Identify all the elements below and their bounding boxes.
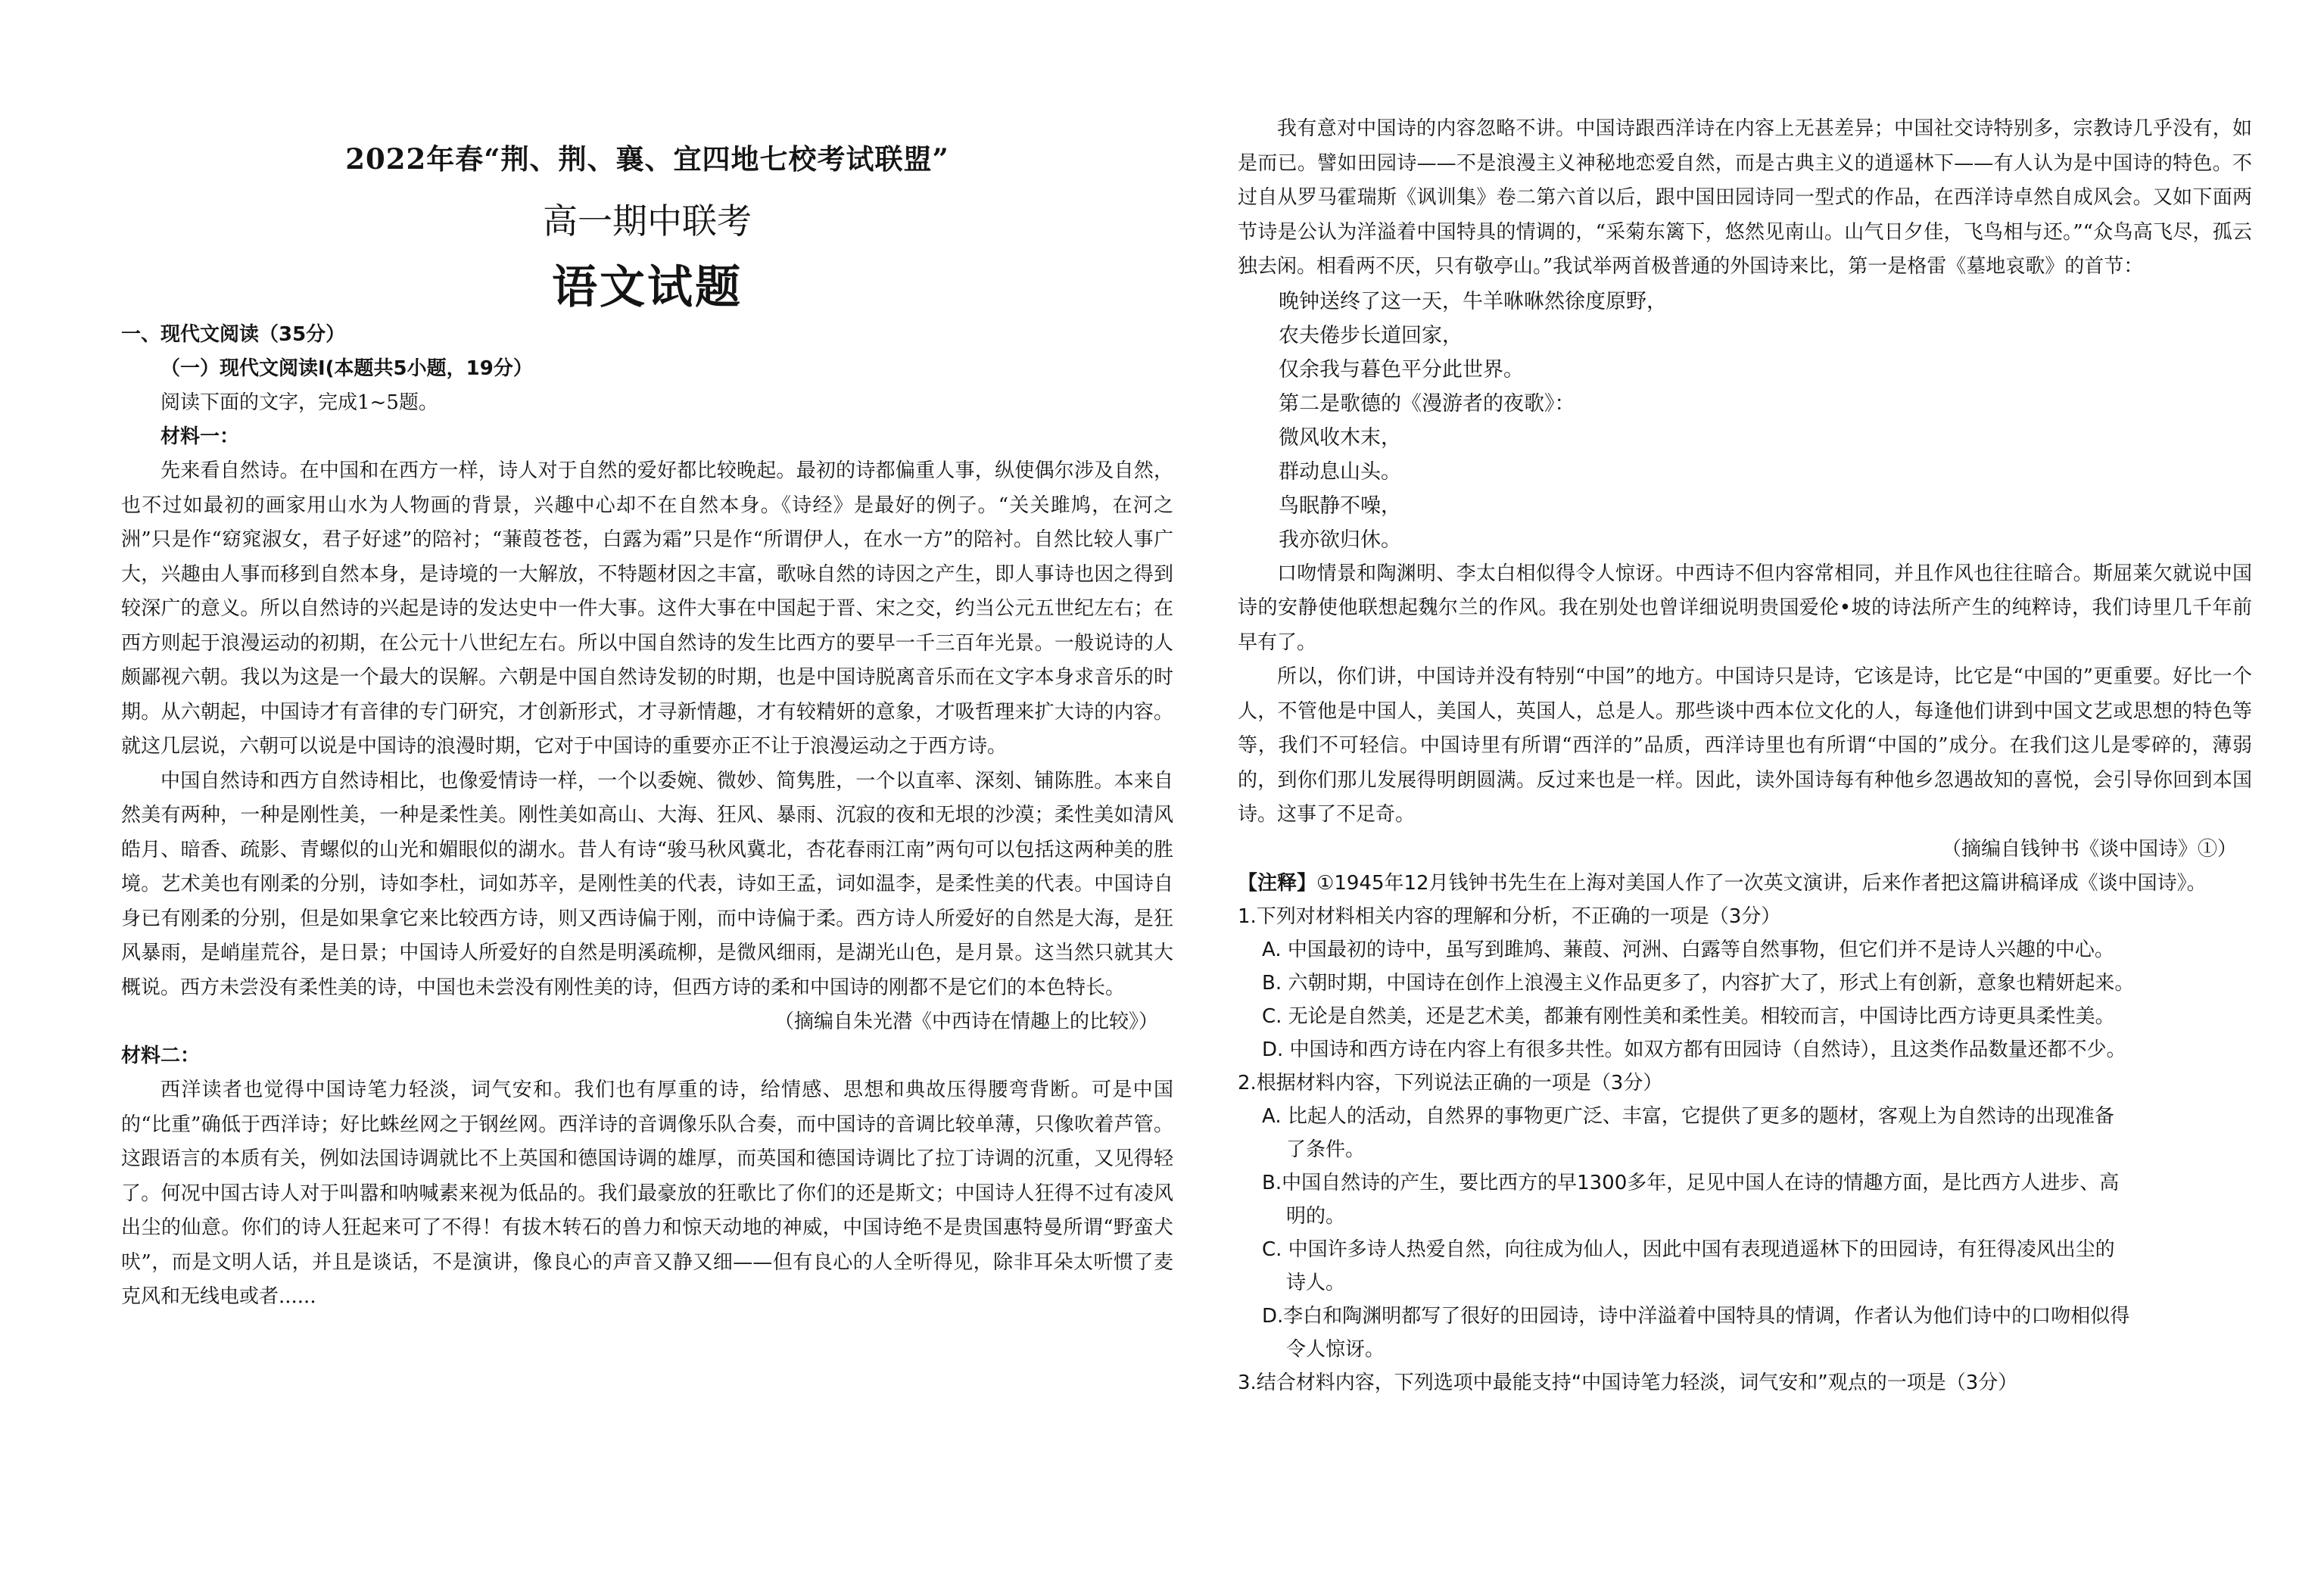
poem-line: 晚钟送终了这一天，牛羊咻咻然徐度原野， <box>1279 289 1667 313</box>
material-2-paragraph: 口吻情景和陶渊明、李太白相似得令人惊讶。中西诗不但内容常相同，并且作风也往往暗合。斯屈莱欠就说中国诗的安静使他联想起魏尔兰的作风。我在别处也曾详细说明贵国爱伦•坡的诗法所产生的纯粹诗，我们诗里几千年前早有了。 <box>1238 562 2252 654</box>
exam-title: 2022年春“荆、荆、襄、宜四地七校考试联盟” <box>345 142 949 176</box>
option-continued: 明的。 <box>1286 1204 1346 1228</box>
material-2-paragraph: 我有意对中国诗的内容忽略不讲。中国诗跟西洋诗在内容上无甚差异；中国社交诗特别多，宗教诗几乎没有，如是而已。譬如田园诗——不是浪漫主义神秘地恋爱自然，而是古典主义的逍遥林下——有人认为是中国诗的特色。不过自从罗马霍瑞斯《讽训集》卷二第六首以后，跟中国田园诗同一型式的作品，在西洋诗卓然自成风会。又如下面两节诗是公认为洋溢着中国特具的情调的，“采菊东篱下，悠然见南山。山气日夕佳，飞鸟相与还。”“众鸟高飞尽，孤云独去闲。相看两不厌，只有敬亭山。”我试举两首极普通的外国诗来比，第一是格雷《墓地哀歌》的首节： <box>1238 117 2252 278</box>
poem-line: 我亦欲归休。 <box>1279 528 1401 552</box>
material-2-label: 材料二： <box>121 1045 201 1067</box>
question-3 <box>1238 1366 2252 1400</box>
option[interactable]: A. 中国最初的诗中，虽写到雎鸠、蒹葭、河洲、白露等自然事物，但它们并不是诗人兴趣的中心。 <box>1262 938 2114 961</box>
option-continued: 诗人。 <box>1286 1271 1346 1294</box>
question-stem: 2.根据材料内容，下列说法正确的一项是（3分） <box>1238 1071 1663 1094</box>
material-2-continued <box>1238 112 2252 1400</box>
material-2-source: （摘编自钱钟书《谈中国诗》①） <box>1941 837 2237 861</box>
poem-line: 鸟眠静不噪， <box>1279 493 1401 518</box>
question-2 <box>1238 1066 2252 1366</box>
option[interactable]: C. 无论是自然美，还是艺术美，都兼有刚性美和柔性美。相较而言，中国诗比西方诗更具柔性美。 <box>1262 1004 2115 1028</box>
poem-line: 微风收木末， <box>1279 425 1401 450</box>
material-1-paragraph: 先来看自然诗。在中国和在西方一样，诗人对于自然的爱好都比较晚起。最初的诗都偏重人事，纵使偶尔涉及自然，也不过如最初的画家用山水为人物画的背景，兴趣中心却不在自然本身。《诗经》是最好的例子。“关关雎鸠，在河之洲”只是作“窈窕淑女，君子好逑”的陪衬；“蒹葭苍苍，白露为霜”只是作“所谓伊人，在水一方”的陪衬。自然比较人事广大，兴趣由人事而移到自然本身，是诗境的一大解放，不特题材因之丰富，歌咏自然的诗因之产生，即人事诗也因之得到较深广的意义。所以自然诗的兴起是诗的发达史中一件大事。这件大事在中国起于晋、宋之交，约当公元五世纪左右；在西方则起于浪漫运动的初期，在公元十八世纪左右。所以中国自然诗的发生比西方的要早一千三百年光景。一般说诗的人颇鄙视六朝。我以为这是一个最大的误解。六朝是中国自然诗发韧的时期，也是中国诗脱离音乐而在文字本身求音乐的时期。从六朝起，中国诗才有音律的专门研究，才创新形式，才寻新情趣，才有较精妍的意象，才吸哲理来扩大诗的内容。就这几层说，六朝可以说是中国诗的浪漫时期，它对于中国诗的重要亦正不让于浪漫运动之于西方诗。 <box>121 459 1173 758</box>
section-heading: 一、现代文阅读（35分） <box>121 323 346 346</box>
section-1 <box>121 318 1173 1315</box>
option[interactable]: D. 中国诗和西方诗在内容上有很多共性。如双方都有田园诗（自然诗），且这类作品数量还都不少。 <box>1262 1038 2126 1061</box>
right-column <box>1238 0 2252 1591</box>
option-continued: 令人惊讶。 <box>1286 1337 1385 1361</box>
instruction: 阅读下面的文字，完成1~5题。 <box>160 391 438 414</box>
question-stem: 3.结合材料内容，下列选项中最能支持“中国诗笔力轻淡，词气安和”观点的一项是（3分） <box>1238 1371 2018 1394</box>
material-1-paragraph: 中国自然诗和西方自然诗相比，也像爱情诗一样，一个以委婉、微妙、简隽胜，一个以直率、深刻、铺陈胜。本来自然美有两种，一种是刚性美，一种是柔性美。刚性美如高山、大海、狂风、暴雨、沉寂的夜和无垠的沙漠；柔性美如清风皓月、暗香、疏影、青螺似的山光和媚眼似的湖水。昔人有诗“骏马秋风冀北，杏花春雨江南”两句可以包括这两种美的胜境。艺术美也有刚柔的分别，诗如李杜，词如苏辛，是刚性美的代表，诗如王孟，词如温李，是柔性美的代表。中国诗自身已有刚柔的分别，但是如果拿它来比较西方诗，则又西诗偏于刚，而中诗偏于柔。西方诗人所爱好的自然是大海，是狂风暴雨，是峭崖荒谷，是日景；中国诗人所爱好的自然是明溪疏柳，是微风细雨，是湖光山色，是月景。这当然只就其大概说。西方未尝没有柔性美的诗，中国也未尝没有刚性美的诗，但西方诗的柔和中国诗的刚都不是它们的本色特长。 <box>121 769 1173 999</box>
option[interactable]: A. 比起人的活动，自然界的事物更广泛、丰富，它提供了更多的题材，客观上为自然诗的出现准备 <box>1262 1104 2114 1128</box>
material-2-paragraph: 西洋读者也觉得中国诗笔力轻淡，词气安和。我们也有厚重的诗，给情感、思想和典故压得腰弯背断。可是中国的“比重”确低于西洋诗；好比蛛丝网之于钢丝网。西洋诗的音调像乐队合奏，而中国诗的音调比较单薄，只像吹着芦管。这跟语言的本质有关，例如法国诗调就比不上英国和德国诗调的雄厚，而英国和德国诗调比了拉丁诗调的沉重，又见得轻了。何况中国古诗人对于叫嚣和呐喊素来视为低品的。我们最豪放的狂歌比了你们的还是斯文；中国诗人狂得不过有凌风出尘的仙意。你们的诗人狂起来可了不得！有拔木转石的兽力和惊天动地的神威，中国诗绝不是贵国惠特曼所谓“野蛮犬吠”，而是文明人话，并且是谈话，不是演讲，像良心的声音又静又细——但有良心的人全听得见，除非耳朵太听惯了麦克风和无线电或者...... <box>121 1079 1173 1308</box>
material-2-paragraph: 所以，你们讲，中国诗并没有特别“中国”的地方。中国诗只是诗，它该是诗，比它是“中国的”更重要。好比一个人，不管他是中国人，美国人，英国人，总是人。那些谈中西本位文化的人，每逢他们讲到中国文艺或思想的特色等等，我们不可轻信。中国诗里有所谓“西洋的”品质，西洋诗里也有所谓“中国的”成分。在我们这儿是零碎的，薄弱的，到你们那儿发展得明朗圆满。反过来也是一样。因此，读外国诗每有种他乡忽遇故知的喜悦，会引导你回到本国诗。这事了不足奇。 <box>1238 665 2252 826</box>
question-stem: 1.下列对材料相关内容的理解和分析，不正确的一项是（3分） <box>1238 904 1781 928</box>
material-1-label: 材料一： <box>160 425 240 448</box>
left-column <box>121 0 1173 1591</box>
annotation-label: 【注释】 <box>1238 871 1317 895</box>
poem-intro: 第二是歌德的《漫游者的夜歌》： <box>1279 391 1575 416</box>
poem-line: 仅余我与暮色平分此世界。 <box>1279 357 1524 381</box>
question-1 <box>1238 900 2252 1066</box>
poem-line: 农夫倦步长道回家， <box>1279 323 1463 347</box>
sub-heading: （一）现代文阅读I(本题共5小题，19分） <box>160 357 533 380</box>
material-1-source: （摘编自朱光潜《中西诗在情趣上的比较》） <box>774 1010 1158 1033</box>
poem-line: 群动息山头。 <box>1279 459 1401 484</box>
annotation <box>1238 867 2252 900</box>
option[interactable]: C. 中国许多诗人热爱自然，向往成为仙人，因此中国有表现逍遥林下的田园诗，有狂得凌风出尘的 <box>1262 1238 2115 1261</box>
option[interactable]: B. 六朝时期，中国诗在创作上浪漫主义作品更多了，内容扩大了，形式上有创新，意象也精妍起来。 <box>1262 971 2135 995</box>
exam-subject: 语文试题 <box>552 261 743 314</box>
option[interactable]: B.中国自然诗的产生，要比西方的早1300多年，足见中国人在诗的情趣方面，是比西方人进步、高 <box>1262 1171 2120 1194</box>
option[interactable]: D.李白和陶渊明都写了很好的田园诗，诗中洋溢着中国特具的情调，作者认为他们诗中的口吻相似得 <box>1262 1304 2130 1328</box>
exam-subtitle: 高一期中联考 <box>543 201 752 241</box>
annotation-text: ①1945年12月钱钟书先生在上海对美国人作了一次英文演讲，后来作者把这篇讲稿译成《谈中国诗》。 <box>1316 871 2207 895</box>
option-continued: 了条件。 <box>1286 1138 1366 1161</box>
